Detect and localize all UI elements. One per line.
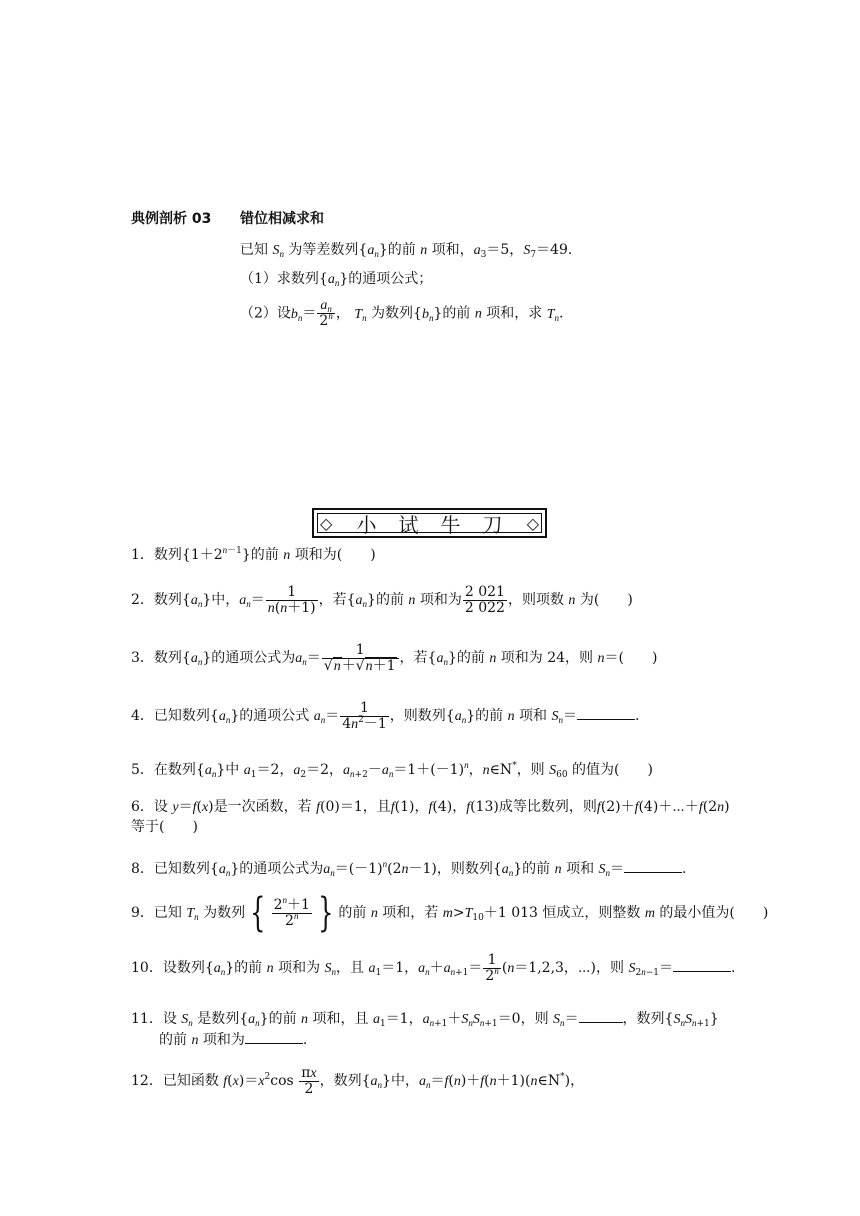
answer-blank[interactable] [624, 858, 682, 873]
problem-2: 2．数列$\{a_n\}$中，$a_n=$ $\frac{1}{n(n+1)}$ ，若$\{a_n\}$的前 n 项和为 $\frac{2 021}{2 022}$ ，则项数 n 为( ) [131, 583, 633, 616]
example-part-2: （2）设$b_n=$ $\frac{a_n}{2^n}$ ， $T_n$ 为数列$\{b_n\}$的前 n 项和，求 $T_n$. [240, 298, 564, 329]
problem-5: 5．在数列$\{a_n\}$中 $a_1=2$，$a_2=2$，$a_{n+2}-a_n=1+(-1)^n$，n∈N*，则 $S_{60}$ 的值为( ) [131, 760, 653, 780]
answer-blank[interactable] [579, 1008, 623, 1023]
problem-11: 11．设 $S_n$ 是数列$\{a_n\}$的前 n 项和，且 $a_1=1$，$a_{n+1}+S_nS_{n+1}=0$，则 $S_n=$ ，数列$\{S_nS_{n+1}\}$ [131, 1008, 719, 1029]
problem-4: 4．已知数列$\{a_n\}$的通项公式 $a_n=$ $\frac{1}{4n^2-1}$ ，则数列$\{a_n\}$的前 n 项和 $S_n=$ . [131, 699, 640, 732]
example-label: 典例剖析 03 [131, 211, 212, 227]
problem-9: 9．已知 $T_n$ 为数列 { $\frac{2^n+1}{2^n}$ } 的前 n 项和，若 $m>T_{10}+1$ 013 恒成立，则整数 m 的最小值为( ) [131, 890, 769, 936]
problem-8: 8．已知数列$\{a_n\}$的通项公式为$a_n=(-1)^n(2n-1)$，则数列$\{a_n\}$的前 n 项和 $S_n=$ . [131, 859, 687, 878]
problem-11-cont: 的前 n 项和为 . [159, 1029, 307, 1050]
problem-3: 3．数列$\{a_n\}$的通项公式为$a_n=$ $\frac{1}{√n+√n+1}$ ，若$\{a_n\}$的前 n 项和为 24，则 n＝( ) [131, 641, 658, 674]
example-intro: 已知 $S_n$ 为等差数列$\{a_n\}$的前 n 项和，$a_3=5$，$S_7=49$. [240, 242, 573, 260]
section-banner [312, 508, 547, 538]
diamond-icon: ◇ [320, 513, 333, 533]
example-title: 错位相减求和 [240, 211, 324, 227]
problem-12: 12．已知函数 $f(x)=x^2\cos$ $\frac{\pi x}{2}$ ，数列$\{a_n\}$中，$a_n=f(n)+f(n+1)(n\in N^*)$， [131, 1064, 585, 1097]
banner-title: 小试牛刀 [356, 512, 525, 537]
answer-blank[interactable] [673, 957, 731, 972]
problem-10: 10．设数列$\{a_n\}$的前 n 项和为 $S_n$，且 $a_1=1$，$a_n+a_{n+1}=$ $\frac{1}{2^n}$ (n＝1,2,3，⋯)，则 $S_{2n-1}=$ . [131, 951, 736, 984]
example-part-1: （1）求数列$\{a_n\}$的通项公式； [240, 271, 433, 288]
diamond-icon: ◇ [526, 513, 539, 533]
fraction-an-over-2n: $\frac{a_n}{2^n}$ [319, 298, 333, 329]
answer-blank[interactable] [577, 705, 635, 720]
answer-blank[interactable] [245, 1029, 303, 1044]
problem-1: 1．数列$\{1+2^{n-1}\}$的前 n 项和为( ) [131, 545, 376, 563]
problem-6: 6．设 y＝f(x)是一次函数，若 f(0)＝1，且f(1)，f(4)，f(13)成等比数列，则f(2)＋f(4)＋⋯＋f(2n) [131, 799, 730, 815]
problem-6-cont: 等于( ) [131, 819, 198, 835]
